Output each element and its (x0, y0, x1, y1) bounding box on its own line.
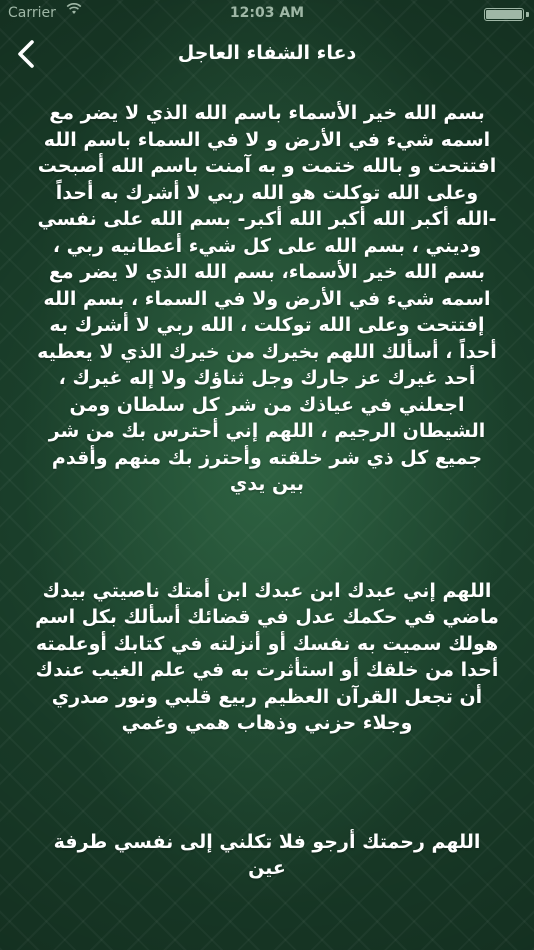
carrier-label: Carrier (8, 5, 56, 21)
dua-paragraph: بسم الله خير الأسماء باسم الله الذي لا يضر مع اسمه شيء في الأرض و لا في السماء باسم الله افتتحت و بالله ختمت و به آمنت باسم الله أصبحت وعلى الله توكلت هو الله ربي لا أشرك به أحداً -الله أكبر الله أكبر الله أكبر- بسم الله على نفسي وديني ، بسم الله على كل شيء أعطانيه ربي ، بسم الله خير الأسماء، بسم الله الذي لا يضر مع اسمه شيء في الأرض ولا في السماء ، بسم الله إفتتحت وعلى الله توكلت ، الله ربي لا أشرك به أحداً ، أسألك اللهم بخيرك من خيرك الذي لا يعطيه أحد غيرك عز جارك وجل ثناؤك ولا إله غيرك ، اجعلني في عياذك من شر كل سلطان ومن الشيطان الرجيم ، اللهم إني أحترس بك من شر جميع كل ذي شر خلقته وأحترز بك منهم وأقدم بين يدي (37, 102, 497, 495)
battery-tip (526, 12, 529, 17)
status-bar (0, 0, 534, 28)
dua-paragraph: اللهم إني عبدك ابن عبدك ابن أمتك ناصيتي بيدك ماضي في حكمك عدل في قضائك أسألك بكل اسم هولك سميت به نفسك أو أنزلته في كتابك أوعلمته أحدا من خلقك أو استأثرت به في علم الغيب عندك أن تجعل القرآن العظيم ربيع قلبي ونور صدري وجلاء حزني وذهاب همي وغمي (35, 579, 499, 734)
navigation-bar (0, 28, 534, 82)
page-title: دعاء الشفاء العاجل (177, 42, 357, 64)
status-time: 12:03 AM (229, 5, 305, 21)
battery-icon (484, 8, 524, 21)
dua-paragraph: اللهم رحمتك أرجو فلا تكلني إلى نفسي طرفة عين (53, 830, 481, 879)
dua-text-view[interactable] (34, 100, 500, 882)
